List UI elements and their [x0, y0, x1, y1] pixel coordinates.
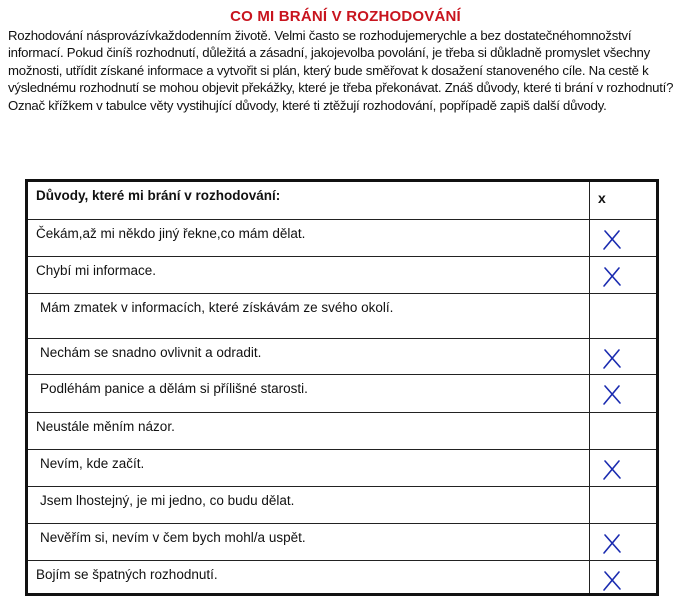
- intro-text: [8, 27, 678, 114]
- table-row: [27, 294, 658, 339]
- cross-mark-icon: [599, 228, 625, 252]
- checkbox-cell[interactable]: [590, 339, 658, 375]
- reason-text: Nevím, kde začít.: [27, 450, 590, 487]
- checkbox-cell[interactable]: [590, 294, 658, 339]
- checkbox-cell[interactable]: [590, 257, 658, 294]
- table-row: [27, 220, 658, 257]
- reasons-table: [25, 179, 659, 596]
- reason-text: Neustále měním názor.: [27, 413, 590, 450]
- table-row: [27, 524, 658, 561]
- instruction-paragraph: Označ křížkem v tabulce věty vystihující důvody, které ti ztěžují rozhodování, popřípadě zapiš další důvody.: [8, 97, 607, 113]
- reason-text: Nevěřím si, nevím v čem bych mohl/a uspět.: [27, 524, 590, 561]
- checkbox-cell[interactable]: [590, 375, 658, 413]
- header-reason: Důvody, které mi brání v rozhodování:: [27, 181, 590, 220]
- checkbox-cell[interactable]: [590, 220, 658, 257]
- reason-text: Nechám se snadno ovlivnit a odradit.: [27, 339, 590, 375]
- reason-text: Jsem lhostejný, je mi jedno, co budu dělat.: [27, 487, 590, 524]
- cross-mark-icon: [599, 265, 625, 289]
- cross-mark-icon: [599, 347, 625, 371]
- table-row: [27, 257, 658, 294]
- cross-mark-icon: [599, 458, 625, 482]
- intro-paragraph: Rozhodování násprovázívkaždodenním životě. Velmi často se rozhodujemerychle a bez dostatečnéhomnožství informací. Pokud činíš rozhodnutí, důležitá a zásadní, jakojevolba povolání, je třeba si důkladně promyslet všechny možnosti, utřídit získané informace a vytvořit si plán, který bude směřovat k dosažení stanoveného cíle. Na cestě k výslednému rozhodnutí se mohou objevit překážky, které je třeba překonávat. Znáš důvody, které ti brání v rozhodnutí?: [8, 28, 674, 96]
- reason-text: Chybí mi informace.: [27, 257, 590, 294]
- table-row: [27, 339, 658, 375]
- reason-text: Bojím se špatných rozhodnutí.: [27, 561, 590, 595]
- table-row: [27, 561, 658, 595]
- checkbox-cell[interactable]: [590, 524, 658, 561]
- checkbox-cell[interactable]: [590, 561, 658, 595]
- reason-text: Podléhám panice a dělám si přílišné starosti.: [27, 375, 590, 413]
- table-row: [27, 450, 658, 487]
- page-title: CO MI BRÁNÍ V ROZHODOVÁNÍ: [230, 8, 461, 25]
- cross-mark-icon: [599, 383, 625, 407]
- cross-mark-icon: [599, 532, 625, 556]
- table-header-row: [27, 181, 658, 220]
- table-row: [27, 413, 658, 450]
- header-mark: x: [590, 181, 658, 220]
- reason-text: Čekám,až mi někdo jiný řekne,co mám dělat.: [27, 220, 590, 257]
- checkbox-cell[interactable]: [590, 413, 658, 450]
- checkbox-cell[interactable]: [590, 487, 658, 524]
- reason-text: Mám zmatek v informacích, které získávám ze svého okolí.: [27, 294, 590, 339]
- table-row: [27, 375, 658, 413]
- table-row: [27, 487, 658, 524]
- checkbox-cell[interactable]: [590, 450, 658, 487]
- cross-mark-icon: [599, 569, 625, 593]
